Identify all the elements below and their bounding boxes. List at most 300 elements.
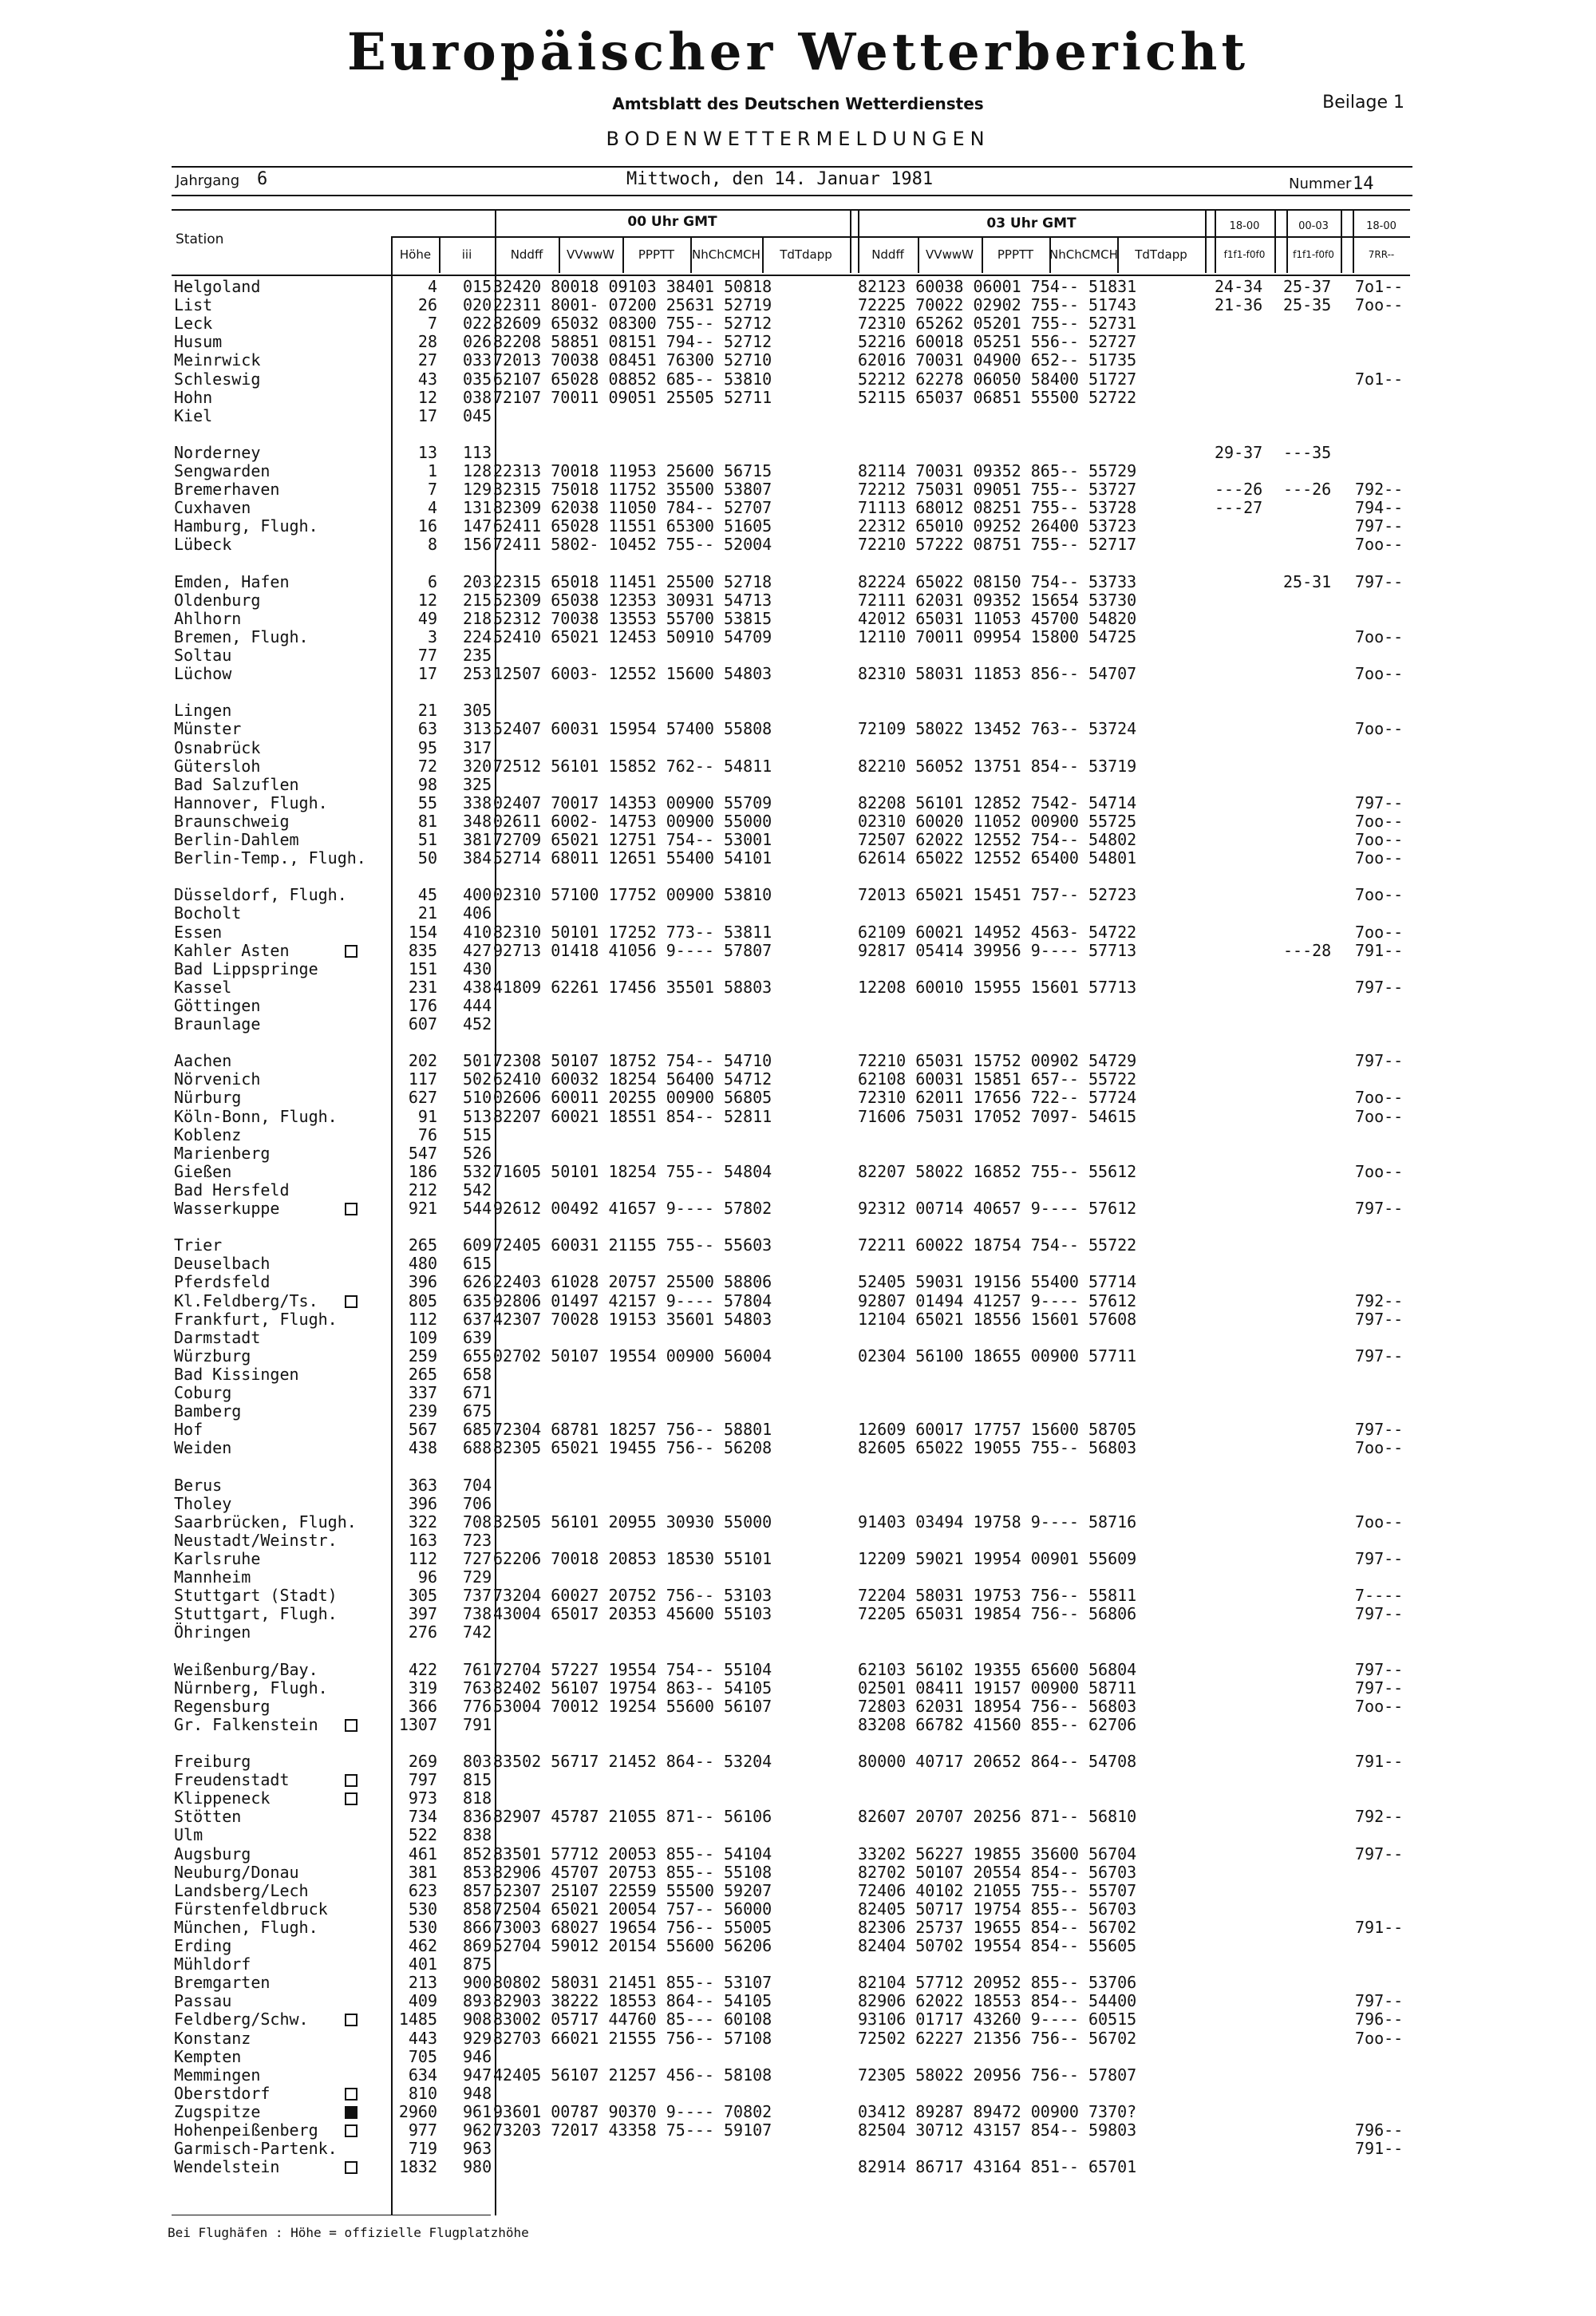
obs-03-utc: 82906 62022 18553 854-- 54400 bbox=[858, 1991, 1137, 2011]
obs-03-utc: 62103 56102 19355 65600 56804 bbox=[858, 1659, 1137, 1679]
obs-00-utc: 82208 58851 08151 794-- 52712 bbox=[493, 332, 772, 352]
station-height: 810 bbox=[408, 2083, 437, 2103]
station-height: 21 bbox=[417, 903, 437, 923]
station-name: Kl.Feldberg/Ts. bbox=[174, 1290, 318, 1310]
station-name: Münster bbox=[174, 719, 242, 739]
station-name: Coburg bbox=[174, 1383, 232, 1402]
obs-00-utc: 83501 57712 20053 855-- 54104 bbox=[493, 1844, 772, 1863]
obs-03-utc: 72225 70022 02902 755-- 51743 bbox=[858, 295, 1137, 315]
station-name: Göttingen bbox=[174, 995, 261, 1015]
station-height: 634 bbox=[408, 2065, 437, 2085]
footnote: Bei Flughäfen : Höhe = offizielle Flugplatzhöhe bbox=[168, 2225, 529, 2240]
station-height: 212 bbox=[408, 1180, 437, 1199]
station-height: 322 bbox=[408, 1512, 437, 1531]
obs-03-utc: 82605 65022 19055 755-- 56803 bbox=[858, 1438, 1137, 1458]
obs-03-utc: 71606 75031 17052 7097- 54615 bbox=[858, 1106, 1137, 1126]
station-height: 337 bbox=[408, 1383, 437, 1402]
station-name: Hannover, Flugh. bbox=[174, 792, 328, 812]
station-number: 875 bbox=[463, 1954, 492, 1974]
precip-18-00: 791-- bbox=[1355, 1752, 1404, 1771]
obs-03-utc: 12609 60017 17757 15600 58705 bbox=[858, 1420, 1137, 1440]
station-name: Norderney bbox=[174, 442, 261, 462]
obs-00-utc: 41809 62261 17456 35501 58803 bbox=[493, 977, 772, 997]
station-number: 853 bbox=[463, 1862, 492, 1882]
station-name: Nürnberg, Flugh. bbox=[174, 1678, 328, 1697]
station-number: 639 bbox=[463, 1327, 492, 1347]
obs-03-utc: 72210 57222 08751 755-- 52717 bbox=[858, 535, 1137, 555]
obs-00-utc: 62411 65028 11551 65300 51605 bbox=[493, 516, 772, 536]
station-number: 776 bbox=[463, 1696, 492, 1716]
obs-00-utc: 52307 25107 22559 55500 59207 bbox=[493, 1880, 772, 1900]
obs-03-utc: 82224 65022 08150 754-- 53733 bbox=[858, 571, 1137, 591]
obs-00-utc: 02611 6002- 14753 00900 55000 bbox=[493, 811, 772, 831]
station-number: 791 bbox=[463, 1714, 492, 1734]
station-number: 131 bbox=[463, 498, 492, 518]
wind-gust-00-03: ---28 bbox=[1283, 940, 1332, 960]
station-name: Freiburg bbox=[174, 1752, 251, 1771]
precip-18-00: 797-- bbox=[1355, 1309, 1404, 1329]
station-number: 655 bbox=[463, 1346, 492, 1365]
obs-00-utc: 22403 61028 20757 25500 58806 bbox=[493, 1272, 772, 1292]
issue-date: Mittwoch, den 14. Januar 1981 bbox=[626, 169, 934, 189]
beilage-label: Beilage 1 bbox=[1322, 93, 1404, 113]
obs-00-utc: 82305 65021 19455 756-- 56208 bbox=[493, 1438, 772, 1458]
wind-gust-00-03: 25-37 bbox=[1283, 277, 1332, 296]
station-number: 675 bbox=[463, 1401, 492, 1421]
station-number: 381 bbox=[463, 830, 492, 849]
station-height: 1 bbox=[427, 461, 437, 480]
obs-00-utc: 53004 70012 19254 55600 56107 bbox=[493, 1696, 772, 1716]
station-name: Würzburg bbox=[174, 1346, 251, 1365]
precip-18-00: 7oo-- bbox=[1355, 1161, 1404, 1181]
station-number: 384 bbox=[463, 848, 492, 868]
obs-03-utc: 92817 05414 39956 9---- 57713 bbox=[858, 940, 1137, 960]
station-name: Ahlhorn bbox=[174, 608, 242, 628]
obs-03-utc: 71113 68012 08251 755-- 53728 bbox=[858, 498, 1137, 518]
station-number: 444 bbox=[463, 995, 492, 1015]
station-name: Augsburg bbox=[174, 1844, 251, 1863]
obs-03-utc: 82504 30712 43157 854-- 59803 bbox=[858, 2120, 1137, 2140]
station-height: 797 bbox=[408, 1770, 437, 1790]
station-height: 705 bbox=[408, 2046, 437, 2066]
station-number: 729 bbox=[463, 1567, 492, 1587]
obs-03-utc: 92807 01494 41257 9---- 57612 bbox=[858, 1290, 1137, 1310]
station-height: 401 bbox=[408, 1954, 437, 1974]
obs-00-utc: 72405 60031 21155 755-- 55603 bbox=[493, 1235, 772, 1255]
col-vvwww-00: VVwwW bbox=[567, 247, 614, 262]
col-nh-00: NhChCMCH bbox=[692, 247, 760, 262]
obs-03-utc: 92312 00714 40657 9---- 57612 bbox=[858, 1199, 1137, 1218]
col-r2-sub: f1f1-f0f0 bbox=[1293, 249, 1334, 260]
precip-18-00: 7oo-- bbox=[1355, 664, 1404, 684]
station-height: 17 bbox=[417, 405, 437, 425]
station-height: 50 bbox=[417, 848, 437, 868]
station-number: 858 bbox=[463, 1899, 492, 1919]
station-number: 688 bbox=[463, 1438, 492, 1458]
station-name: Tholey bbox=[174, 1493, 232, 1513]
station-name: Neuburg/Donau bbox=[174, 1862, 299, 1882]
subtitle: Amtsblatt des Deutschen Wetterdienstes bbox=[612, 94, 984, 113]
obs-03-utc: 80000 40717 20652 864-- 54708 bbox=[858, 1752, 1137, 1771]
station-name: Wasserkuppe bbox=[174, 1199, 280, 1218]
station-height: 627 bbox=[408, 1088, 437, 1108]
station-height: 117 bbox=[408, 1069, 437, 1089]
station-height: 319 bbox=[408, 1678, 437, 1697]
obs-03-utc: 22312 65010 09252 26400 53723 bbox=[858, 516, 1137, 536]
obs-00-utc: 82907 45787 21055 871-- 56106 bbox=[493, 1807, 772, 1827]
precip-18-00: 7oo-- bbox=[1355, 1106, 1404, 1126]
station-height: 63 bbox=[417, 719, 437, 739]
station-height: 396 bbox=[408, 1272, 437, 1292]
station-height: 305 bbox=[408, 1586, 437, 1606]
obs-03-utc: 82310 58031 11853 856-- 54707 bbox=[858, 664, 1137, 684]
station-number: 671 bbox=[463, 1383, 492, 1402]
station-height: 462 bbox=[408, 1936, 437, 1955]
station-name: Bremgarten bbox=[174, 1973, 271, 1993]
precip-18-00: 7oo-- bbox=[1355, 922, 1404, 942]
station-number: 866 bbox=[463, 1917, 492, 1937]
precip-18-00: 796-- bbox=[1355, 2010, 1404, 2029]
obs-00-utc: 42307 70028 19153 35601 54803 bbox=[493, 1309, 772, 1329]
obs-00-utc: 62206 70018 20853 18530 55101 bbox=[493, 1548, 772, 1568]
station-height: 213 bbox=[408, 1973, 437, 1993]
obs-00-utc: 82703 66021 21555 756-- 57108 bbox=[493, 2028, 772, 2048]
station-name: Braunlage bbox=[174, 1014, 261, 1034]
station-name: Öhringen bbox=[174, 1622, 251, 1642]
station-number: 532 bbox=[463, 1161, 492, 1181]
wind-gust-18-00: 29-37 bbox=[1215, 442, 1263, 462]
wind-gust-18-00: 24-34 bbox=[1215, 277, 1263, 296]
station-number: 742 bbox=[463, 1622, 492, 1642]
obs-03-utc: 82208 56101 12852 7542- 54714 bbox=[858, 792, 1137, 812]
station-height: 567 bbox=[408, 1420, 437, 1440]
station-name: Karlsruhe bbox=[174, 1548, 261, 1568]
station-height: 45 bbox=[417, 885, 437, 905]
station-number: 658 bbox=[463, 1364, 492, 1384]
station-height: 977 bbox=[408, 2120, 437, 2140]
obs-03-utc: 82114 70031 09352 865-- 55729 bbox=[858, 461, 1137, 480]
station-number: 427 bbox=[463, 940, 492, 960]
precip-18-00: 7oo-- bbox=[1355, 719, 1404, 739]
wind-gust-00-03: 25-35 bbox=[1283, 295, 1332, 315]
station-number: 406 bbox=[463, 903, 492, 923]
station-number: 900 bbox=[463, 1973, 492, 1993]
station-name: Oberstdorf bbox=[174, 2083, 271, 2103]
obs-00-utc: 02606 60011 20255 00900 56805 bbox=[493, 1088, 772, 1108]
station-name: Regensburg bbox=[174, 1696, 271, 1716]
station-name: Sengwarden bbox=[174, 461, 271, 480]
precip-18-00: 797-- bbox=[1355, 1548, 1404, 1568]
station-number: 738 bbox=[463, 1604, 492, 1624]
station-number: 156 bbox=[463, 535, 492, 555]
col-r1-sub: f1f1-f0f0 bbox=[1223, 249, 1266, 260]
station-height: 265 bbox=[408, 1235, 437, 1255]
station-name: Gr. Falkenstein bbox=[174, 1714, 318, 1734]
station-height: 186 bbox=[408, 1161, 437, 1181]
precip-18-00: 796-- bbox=[1355, 2120, 1404, 2140]
jahrgang-label: Jahrgang bbox=[176, 172, 240, 189]
obs-03-utc: 72803 62031 18954 756-- 56803 bbox=[858, 1696, 1137, 1716]
station-number: 815 bbox=[463, 1770, 492, 1790]
station-number: 963 bbox=[463, 2139, 492, 2159]
station-name: Emden, Hafen bbox=[174, 571, 290, 591]
station-name: Marienberg bbox=[174, 1143, 271, 1163]
station-name: Ulm bbox=[174, 1825, 203, 1845]
col-ppptt-03: PPPTT bbox=[997, 247, 1034, 262]
station-name: Freudenstadt bbox=[174, 1770, 290, 1790]
obs-03-utc: 82914 86717 43164 851-- 65701 bbox=[858, 2157, 1137, 2177]
station-name: Wendelstein bbox=[174, 2157, 280, 2177]
obs-03-utc: 82702 50107 20554 854-- 56703 bbox=[858, 1862, 1137, 1882]
station-number: 637 bbox=[463, 1309, 492, 1329]
station-number: 128 bbox=[463, 461, 492, 480]
obs-03-utc: 12110 70011 09954 15800 54725 bbox=[858, 626, 1137, 646]
station-name: List bbox=[174, 295, 213, 315]
station-number: 513 bbox=[463, 1106, 492, 1126]
station-height: 72 bbox=[417, 756, 437, 776]
station-height: 26 bbox=[417, 295, 437, 315]
station-number: 430 bbox=[463, 958, 492, 978]
station-number: 338 bbox=[463, 792, 492, 812]
station-name: Stuttgart, Flugh. bbox=[174, 1604, 338, 1624]
station-number: 218 bbox=[463, 608, 492, 628]
station-number: 113 bbox=[463, 442, 492, 462]
station-height: 163 bbox=[408, 1530, 437, 1550]
station-height: 95 bbox=[417, 737, 437, 757]
station-name: Bad Lippspringe bbox=[174, 958, 318, 978]
precip-18-00: 797-- bbox=[1355, 1199, 1404, 1218]
station-height: 265 bbox=[408, 1364, 437, 1384]
obs-00-utc: 72107 70011 09051 25505 52711 bbox=[493, 387, 772, 407]
col-r3-sub: 7RR-- bbox=[1368, 249, 1395, 260]
station-name: Berus bbox=[174, 1475, 223, 1495]
obs-00-utc: 02702 50107 19554 00900 56004 bbox=[493, 1346, 772, 1365]
obs-00-utc: 82609 65032 08300 755-- 52712 bbox=[493, 314, 772, 334]
col-iii: iii bbox=[461, 247, 472, 262]
station-height: 381 bbox=[408, 1862, 437, 1882]
station-height: 43 bbox=[417, 369, 437, 389]
precip-18-00: 797-- bbox=[1355, 1051, 1404, 1071]
obs-03-utc: 82607 20707 20256 871-- 56810 bbox=[858, 1807, 1137, 1827]
station-name: Darmstadt bbox=[174, 1327, 261, 1347]
obs-00-utc: 72304 68781 18257 756-- 58801 bbox=[493, 1420, 772, 1440]
precip-18-00: 797-- bbox=[1355, 1844, 1404, 1863]
obs-03-utc: 72013 65021 15451 757-- 52723 bbox=[858, 885, 1137, 905]
station-number: 946 bbox=[463, 2046, 492, 2066]
obs-00-utc: 82207 60021 18551 854-- 52811 bbox=[493, 1106, 772, 1126]
station-height: 607 bbox=[408, 1014, 437, 1034]
precip-18-00: 794-- bbox=[1355, 498, 1404, 518]
obs-00-utc: 82310 50101 17252 773-- 53811 bbox=[493, 922, 772, 942]
station-name: Lübeck bbox=[174, 535, 232, 555]
obs-03-utc: 12104 65021 18556 15601 57608 bbox=[858, 1309, 1137, 1329]
obs-00-utc: 72013 70038 08451 76300 52710 bbox=[493, 350, 772, 370]
station-number: 510 bbox=[463, 1088, 492, 1108]
obs-00-utc: 32420 80018 09103 38401 50818 bbox=[493, 277, 772, 296]
station-name: Nürburg bbox=[174, 1088, 242, 1108]
station-height: 276 bbox=[408, 1622, 437, 1642]
precip-18-00: 797-- bbox=[1355, 571, 1404, 591]
precip-18-00: 797-- bbox=[1355, 1420, 1404, 1440]
obs-00-utc: 62410 60032 18254 56400 54712 bbox=[493, 1069, 772, 1089]
precip-18-00: 7oo-- bbox=[1355, 1088, 1404, 1108]
obs-00-utc: 43004 65017 20353 45600 55103 bbox=[493, 1604, 772, 1624]
station-name: Bad Kissingen bbox=[174, 1364, 299, 1384]
station-name: Berlin-Dahlem bbox=[174, 830, 299, 849]
obs-03-utc: 02304 56100 18655 00900 57711 bbox=[858, 1346, 1137, 1365]
precip-18-00: 7oo-- bbox=[1355, 811, 1404, 831]
station-height: 530 bbox=[408, 1917, 437, 1937]
obs-03-utc: 82123 60038 06001 754-- 51831 bbox=[858, 277, 1137, 296]
station-height: 973 bbox=[408, 1788, 437, 1808]
col-ppptt-00: PPPTT bbox=[638, 247, 675, 262]
station-height: 154 bbox=[408, 922, 437, 942]
station-number: 320 bbox=[463, 756, 492, 776]
obs-03-utc: 12209 59021 19954 00901 55609 bbox=[858, 1548, 1137, 1568]
obs-00-utc: 62107 65028 08852 685-- 53810 bbox=[493, 369, 772, 389]
station-number: 818 bbox=[463, 1788, 492, 1808]
wind-gust-18-00: ---27 bbox=[1215, 498, 1263, 518]
obs-00-utc: 22313 70018 11953 25600 56715 bbox=[493, 461, 772, 480]
wind-gust-18-00: 21-36 bbox=[1215, 295, 1263, 315]
station-name: Gütersloh bbox=[174, 756, 261, 776]
station-height: 6 bbox=[427, 571, 437, 591]
obs-03-utc: 72212 75031 09051 755-- 53727 bbox=[858, 480, 1137, 500]
station-number: 727 bbox=[463, 1548, 492, 1568]
station-name: Feldberg/Schw. bbox=[174, 2010, 309, 2029]
obs-03-utc: 52216 60018 05251 556-- 52727 bbox=[858, 332, 1137, 352]
wind-gust-00-03: ---35 bbox=[1283, 442, 1332, 462]
obs-00-utc: 02407 70017 14353 00900 55709 bbox=[493, 792, 772, 812]
station-height: 49 bbox=[417, 608, 437, 628]
station-name: Bremen, Flugh. bbox=[174, 626, 309, 646]
station-name: Meinrwick bbox=[174, 350, 261, 370]
obs-03-utc: 52212 62278 06050 58400 51727 bbox=[858, 369, 1137, 389]
station-number: 803 bbox=[463, 1752, 492, 1771]
station-name: Trier bbox=[174, 1235, 223, 1255]
station-name: Essen bbox=[174, 922, 223, 942]
wind-gust-00-03: 25-31 bbox=[1283, 571, 1332, 591]
station-name: Hamburg, Flugh. bbox=[174, 516, 318, 536]
station-name: Helgoland bbox=[174, 277, 261, 296]
precip-18-00: 7oo-- bbox=[1355, 1696, 1404, 1716]
obs-03-utc: 72211 60022 18754 754-- 55722 bbox=[858, 1235, 1137, 1255]
col-nddff-00: Nddff bbox=[510, 247, 543, 262]
station-name: Landsberg/Lech bbox=[174, 1880, 309, 1900]
precip-18-00: 797-- bbox=[1355, 977, 1404, 997]
obs-00-utc: 82402 56107 19754 863-- 54105 bbox=[493, 1678, 772, 1697]
station-height: 109 bbox=[408, 1327, 437, 1347]
station-height: 835 bbox=[408, 940, 437, 960]
precip-18-00: 7oo-- bbox=[1355, 830, 1404, 849]
col-hoehe: Höhe bbox=[399, 247, 432, 262]
station-height: 530 bbox=[408, 1899, 437, 1919]
station-name: Kiel bbox=[174, 405, 213, 425]
station-number: 706 bbox=[463, 1493, 492, 1513]
col-r2: 00-03 bbox=[1298, 220, 1329, 232]
station-number: 763 bbox=[463, 1678, 492, 1697]
station-name: Passau bbox=[174, 1991, 232, 2011]
obs-03-utc: 62109 60021 14952 4563- 54722 bbox=[858, 922, 1137, 942]
station-number: 147 bbox=[463, 516, 492, 536]
obs-03-utc: 72507 62022 12552 754-- 54802 bbox=[858, 830, 1137, 849]
station-name: Memmingen bbox=[174, 2065, 261, 2085]
station-name: Erding bbox=[174, 1936, 232, 1955]
obs-00-utc: 82309 62038 11050 784-- 52707 bbox=[493, 498, 772, 518]
obs-03-utc: 82404 50702 19554 854-- 55605 bbox=[858, 1936, 1137, 1955]
station-number: 015 bbox=[463, 277, 492, 296]
station-number: 253 bbox=[463, 664, 492, 684]
station-name: Lüchow bbox=[174, 664, 232, 684]
precip-18-00: 7oo-- bbox=[1355, 535, 1404, 555]
station-number: 947 bbox=[463, 2065, 492, 2085]
station-number: 852 bbox=[463, 1844, 492, 1863]
station-number: 542 bbox=[463, 1180, 492, 1199]
station-name: Neustadt/Weinstr. bbox=[174, 1530, 338, 1550]
station-name: Cuxhaven bbox=[174, 498, 251, 518]
precip-18-00: 792-- bbox=[1355, 1807, 1404, 1827]
obs-00-utc: 72704 57227 19554 754-- 55104 bbox=[493, 1659, 772, 1679]
station-name: Saarbrücken, Flugh. bbox=[174, 1512, 357, 1531]
precip-18-00: 7oo-- bbox=[1355, 848, 1404, 868]
col-station: Station bbox=[176, 231, 224, 247]
station-name: Hof bbox=[174, 1420, 203, 1440]
obs-00-utc: 52312 70038 13553 55700 53815 bbox=[493, 608, 772, 628]
precip-18-00: 792-- bbox=[1355, 480, 1404, 500]
station-height: 422 bbox=[408, 1659, 437, 1679]
station-name: Deuselbach bbox=[174, 1254, 271, 1274]
station-number: 235 bbox=[463, 646, 492, 665]
station-name: Hohenpeißenberg bbox=[174, 2120, 318, 2140]
station-height: 7 bbox=[427, 314, 437, 334]
station-height: 96 bbox=[417, 1567, 437, 1587]
station-name: Lingen bbox=[174, 701, 232, 721]
station-name: Mannheim bbox=[174, 1567, 251, 1587]
station-number: 609 bbox=[463, 1235, 492, 1255]
station-height: 734 bbox=[408, 1807, 437, 1827]
obs-03-utc: 72210 65031 15752 00902 54729 bbox=[858, 1051, 1137, 1071]
precip-18-00: 7oo-- bbox=[1355, 295, 1404, 315]
station-height: 1307 bbox=[398, 1714, 437, 1734]
obs-03-utc: 72205 65031 19854 756-- 56806 bbox=[858, 1604, 1137, 1624]
station-number: 502 bbox=[463, 1069, 492, 1089]
obs-00-utc: 32315 75018 11752 35500 53807 bbox=[493, 480, 772, 500]
station-height: 7 bbox=[427, 480, 437, 500]
obs-03-utc: 83208 66782 41560 855-- 62706 bbox=[858, 1714, 1137, 1734]
obs-03-utc: 82104 57712 20952 855-- 53706 bbox=[858, 1973, 1137, 1993]
station-name: Schleswig bbox=[174, 369, 261, 389]
obs-03-utc: 02310 60020 11052 00900 55725 bbox=[858, 811, 1137, 831]
precip-18-00: 791-- bbox=[1355, 1917, 1404, 1937]
precip-18-00: 791-- bbox=[1355, 2139, 1404, 2159]
station-number: 035 bbox=[463, 369, 492, 389]
col-vvwww-03: VVwwW bbox=[926, 247, 974, 262]
station-name: Garmisch-Partenk. bbox=[174, 2139, 338, 2159]
top-rule bbox=[172, 166, 1412, 168]
obs-00-utc: 12507 6003- 12552 15600 54803 bbox=[493, 664, 772, 684]
col-nh-03: NhChCMCH bbox=[1049, 247, 1118, 262]
precip-18-00: 7oo-- bbox=[1355, 626, 1404, 646]
station-name: Bad Hersfeld bbox=[174, 1180, 290, 1199]
station-height: 396 bbox=[408, 1493, 437, 1513]
station-name: Koblenz bbox=[174, 1124, 242, 1144]
col-tdtd-00: TdTdapp bbox=[780, 247, 832, 262]
obs-03-utc: 12208 60010 15955 15601 57713 bbox=[858, 977, 1137, 997]
station-number: 129 bbox=[463, 480, 492, 500]
obs-03-utc: 42012 65031 11053 45700 54820 bbox=[858, 608, 1137, 628]
station-number: 033 bbox=[463, 350, 492, 370]
obs-00-utc: 83002 05717 44760 85--- 60108 bbox=[493, 2010, 772, 2029]
